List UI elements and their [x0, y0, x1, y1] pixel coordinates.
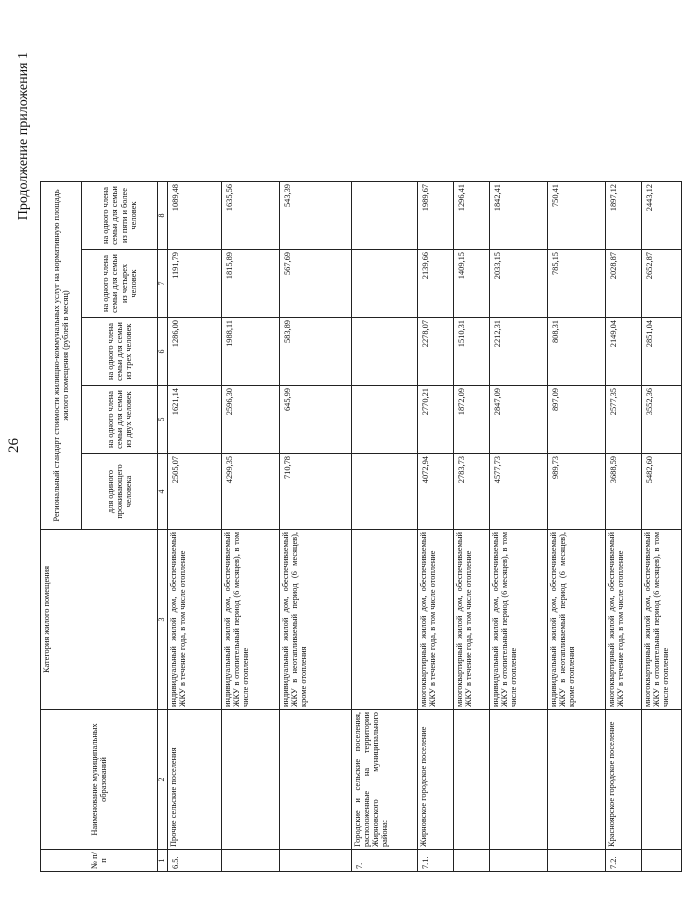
value-cell [352, 250, 418, 318]
value-cell: 1897,12 [606, 182, 642, 250]
value-cell: 750,41 [548, 182, 606, 250]
row-category: индивидуальный жилой дом, обеспечиваемый ЖКУ в отопительный период (6 месяцев), в том числе отопление [222, 530, 280, 710]
row-name: Прочие сельские поселения [168, 710, 222, 850]
table-row [352, 182, 418, 872]
value-cell: 2577,35 [606, 386, 642, 454]
header-standard: Региональный стандарт стоимости жилищно-коммунальных услуг на нормативную площадь жилого помещения (рублей в месяц) [41, 182, 82, 530]
value-cell: 645,99 [280, 386, 352, 454]
value-cell: 1296,41 [454, 182, 490, 250]
table-row [454, 182, 490, 872]
row-category: многоквартирный жилой дом, обеспечиваемый ЖКУ в течение года, в том числе отопление [418, 530, 454, 710]
value-cell: 1089,48 [168, 182, 222, 250]
value-cell [352, 454, 418, 530]
row-number [642, 850, 682, 872]
colnum: 7 [158, 250, 168, 318]
value-cell: 897,09 [548, 386, 606, 454]
column-numbers-row [158, 182, 168, 872]
value-cell [352, 386, 418, 454]
row-category: многоквартирный жилой дом, обеспечиваемый ЖКУ в течение года, в том числе отопление [606, 530, 642, 710]
value-cell: 2851,04 [642, 318, 682, 386]
row-category: индивидуальный жилой дом, обеспечиваемый ЖКУ в течение года, в том числе отопление [168, 530, 222, 710]
value-cell: 543,39 [280, 182, 352, 250]
row-number [490, 850, 548, 872]
row-number: 7.1. [418, 850, 454, 872]
value-cell: 4577,73 [490, 454, 548, 530]
colnum: 3 [158, 530, 168, 710]
row-category: индивидуальный жилой дом, обеспечиваемый ЖКУ в неотапливаемый период (6 месяцев), кроме отопления [548, 530, 606, 710]
table-row [222, 182, 280, 872]
value-cell: 5482,60 [642, 454, 682, 530]
value-cell: 2652,87 [642, 250, 682, 318]
row-category [352, 530, 418, 710]
row-number: 6.5. [168, 850, 222, 872]
row-number: 7. [352, 850, 418, 872]
row-name [222, 710, 280, 850]
colnum: 5 [158, 386, 168, 454]
standard-cost-table [40, 181, 682, 872]
value-cell: 710,78 [280, 454, 352, 530]
annex-title: Продолжение приложения 1 [16, 52, 31, 221]
row-category: индивидуальный жилой дом, обеспечиваемый ЖКУ в отопительный период (6 месяцев), в том числе отопление [490, 530, 548, 710]
row-name [548, 710, 606, 850]
row-number: 7.2. [606, 850, 642, 872]
value-cell: 1815,89 [222, 250, 280, 318]
value-cell: 1989,67 [418, 182, 454, 250]
table-row [280, 182, 352, 872]
header-sub-4: на одного члена семьи для семьи из четырех человек [82, 250, 158, 318]
value-cell: 1872,09 [454, 386, 490, 454]
value-cell: 1286,00 [168, 318, 222, 386]
value-cell: 1510,31 [454, 318, 490, 386]
header-sub-3: на одного члена семьи для семьи из трех человек [82, 318, 158, 386]
value-cell: 2847,09 [490, 386, 548, 454]
row-number [222, 850, 280, 872]
header-num: № п/п [41, 850, 158, 872]
value-cell: 1635,56 [222, 182, 280, 250]
colnum: 6 [158, 318, 168, 386]
value-cell: 2770,21 [418, 386, 454, 454]
value-cell: 2149,04 [606, 318, 642, 386]
row-number [454, 850, 490, 872]
value-cell: 2783,73 [454, 454, 490, 530]
value-cell: 1842,41 [490, 182, 548, 250]
header-sub-1: для одиного проживающего человека [82, 454, 158, 530]
row-name: Городские и сельские поселения, расположенные на территории Жирновского муниципального района: [352, 710, 418, 850]
value-cell [352, 182, 418, 250]
value-cell: 1409,15 [454, 250, 490, 318]
row-name: Жирновское городское поселение [418, 710, 454, 850]
table-row [548, 182, 606, 872]
value-cell: 989,73 [548, 454, 606, 530]
header-sub-2: на одного члена семьи для семьи из двух человек [82, 386, 158, 454]
value-cell: 1191,79 [168, 250, 222, 318]
row-name [454, 710, 490, 850]
row-name [642, 710, 682, 850]
value-cell: 1621,14 [168, 386, 222, 454]
row-category: индивидуальный жилой дом, обеспечиваемый ЖКУ в неотапливаемый период (6 месяцев), кроме отопления [280, 530, 352, 710]
value-cell: 1988,11 [222, 318, 280, 386]
value-cell [352, 318, 418, 386]
value-cell: 4299,35 [222, 454, 280, 530]
value-cell: 2278,07 [418, 318, 454, 386]
row-name: Красноярское городское поселение [606, 710, 642, 850]
row-number [548, 850, 606, 872]
value-cell: 2033,15 [490, 250, 548, 318]
header-sub-5: на одного члена семьи для семьи из пяти и более человек [82, 182, 158, 250]
row-name [280, 710, 352, 850]
value-cell: 3552,36 [642, 386, 682, 454]
table-row [490, 182, 548, 872]
colnum: 4 [158, 454, 168, 530]
table-row [642, 182, 682, 872]
value-cell: 2596,30 [222, 386, 280, 454]
value-cell: 583,89 [280, 318, 352, 386]
header-name: Наименование муниципальных образований [41, 710, 158, 850]
value-cell: 2139,66 [418, 250, 454, 318]
value-cell: 785,15 [548, 250, 606, 318]
page-number: 26 [6, 438, 22, 453]
value-cell: 2028,87 [606, 250, 642, 318]
table-row [418, 182, 454, 872]
value-cell: 808,31 [548, 318, 606, 386]
colnum: 2 [158, 710, 168, 850]
value-cell: 4072,94 [418, 454, 454, 530]
colnum: 1 [158, 850, 168, 872]
value-cell: 2443,12 [642, 182, 682, 250]
value-cell: 2212,31 [490, 318, 548, 386]
row-category: многоквартирный жилой дом, обеспечиваемый ЖКУ в отопительный период (6 месяцев), в том числе отопление [642, 530, 682, 710]
value-cell: 3688,59 [606, 454, 642, 530]
header-category: Категория жилого помещения [41, 530, 158, 710]
row-name [490, 710, 548, 850]
value-cell: 567,69 [280, 250, 352, 318]
row-number [280, 850, 352, 872]
value-cell: 2505,07 [168, 454, 222, 530]
row-category: многоквартирный жилой дом, обеспечиваемый ЖКУ в течение года, в том числе отопление [454, 530, 490, 710]
table-row [168, 182, 222, 872]
colnum: 8 [158, 182, 168, 250]
table-row [606, 182, 642, 872]
